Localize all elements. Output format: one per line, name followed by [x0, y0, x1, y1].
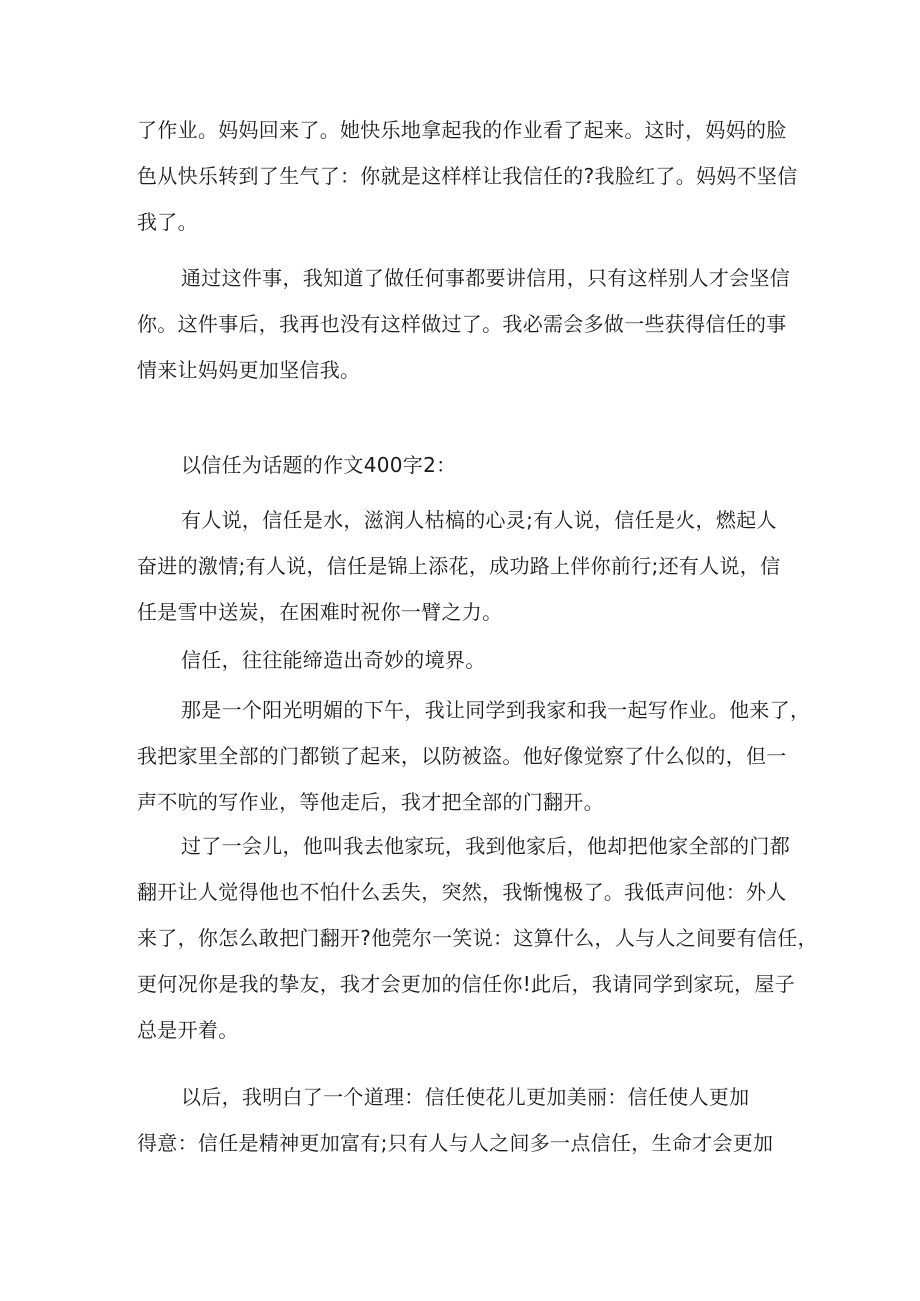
text-line: 色从快乐转到了生气了：你就是这样样让我信任的?我脸红了。妈妈不坚信: [137, 164, 798, 188]
text-line: 以后，我明白了一个道理：信任使花儿更加美丽：信任使人更加: [181, 1085, 750, 1109]
text-line: 我了。: [137, 210, 198, 234]
text-line: 翻开让人觉得他也不怕什么丢失，突然，我惭愧极了。我低声问他：外人: [137, 880, 787, 904]
text-line: 了作业。妈妈回来了。她快乐地拿起我的作业看了起来。这时，妈妈的脸: [137, 118, 787, 142]
paragraph-8: [137, 1074, 773, 1166]
text-line: 得意：信任是精神更加富有;只有人与人之间多一点信任，生命才会更加: [137, 1131, 774, 1155]
paragraph-5: [137, 637, 486, 683]
paragraph-6: [137, 687, 810, 825]
text-line: 来了，你怎么敢把门翻开?他莞尔一笑说：这算什么，人与人之间要有信任，: [137, 926, 818, 950]
heading-text: 以信任为话题的作文400字2：: [181, 453, 457, 477]
paragraph-1: [137, 107, 798, 245]
text-line: 通过这件事，我知道了做任何事都要讲信用，只有这样别人才会坚信: [181, 266, 790, 290]
text-line: 声不吭的写作业，等他走后，我才把全部的门翻开。: [137, 790, 604, 814]
text-line: 那是一个阳光明媚的下午，我让同学到我家和我一起写作业。他来了，: [181, 698, 811, 722]
text-line: 奋进的激情;有人说，信任是锦上添花，成功路上伴你前行;还有人说，信: [137, 554, 781, 578]
text-line: 情来让妈妈更加坚信我。: [137, 358, 361, 382]
text-line: 你。这件事后，我再也没有这样做过了。我必需会多做一些获得信任的事: [137, 312, 787, 336]
essay-heading: [181, 442, 456, 488]
text-line: 任是雪中送炭，在困难时祝你一臂之力。: [137, 600, 503, 624]
text-line: 信任，往往能缔造出奇妙的境界。: [181, 648, 486, 672]
text-line: 过了一会儿，他叫我去他家玩，我到他家后，他却把他家全部的门都: [181, 834, 790, 858]
text-line: 更何况你是我的挚友，我才会更加的信任你!此后，我请同学到家玩，屋子: [137, 972, 795, 996]
paragraph-7: [137, 823, 818, 1053]
text-line: 总是开着。: [137, 1018, 239, 1042]
text-line: 我把家里全部的门都锁了起来，以防被盗。他好像觉察了什么似的，但一: [137, 744, 787, 768]
paragraph-4: [137, 497, 780, 635]
paragraph-2: [137, 255, 790, 393]
text-line: 有人说，信任是水，滋润人枯槁的心灵;有人说，信任是火，燃起人: [181, 508, 777, 532]
